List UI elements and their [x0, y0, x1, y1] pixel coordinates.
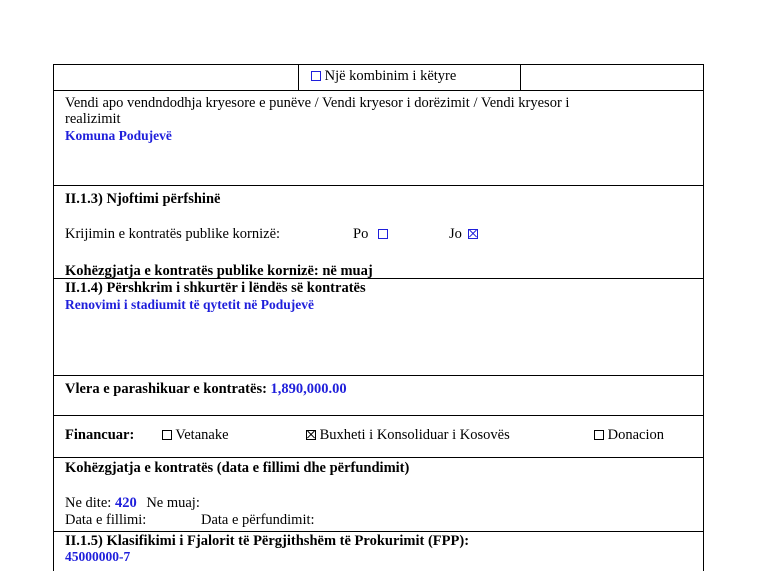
- budget-checkbox[interactable]: [306, 430, 316, 440]
- financing-option-budget[interactable]: [306, 427, 510, 443]
- description-heading: II.1.4) Përshkrim i shkurtër i lëndës së kontratës: [65, 280, 366, 296]
- notice-heading: II.1.3) Njoftimi përfshinë: [65, 191, 221, 207]
- financing-label: Financuar:: [65, 427, 135, 443]
- description-value: Renovimi i stadiumit të qytetit në Podujevë: [65, 297, 314, 312]
- yes-checkbox[interactable]: [378, 229, 388, 239]
- days-value: 420: [114, 495, 137, 511]
- vetanake-checkbox[interactable]: [162, 430, 172, 440]
- yes-label: Po: [353, 226, 369, 242]
- framework-duration-label: Kohëzgjatja e kontratës publike kornizë: në muaj: [65, 263, 373, 279]
- location-label-cont: realizimit: [65, 111, 121, 127]
- combination-row: [54, 64, 703, 90]
- financing-row: [54, 415, 703, 457]
- duration-days: [65, 495, 200, 511]
- cpv-heading: II.1.5) Klasifikimi i Fjalorit të Përgjithshëm të Prokurimit (FPP):: [65, 533, 470, 549]
- divider: [520, 65, 521, 90]
- budget-label: Buxheti i Konsoliduar i Kosovës: [319, 427, 510, 443]
- estimated-value-amount: 1,890,000.00: [270, 381, 347, 397]
- months-label: Ne muaj:: [146, 495, 200, 511]
- donation-checkbox[interactable]: [594, 430, 604, 440]
- framework-yes-option[interactable]: [353, 226, 388, 242]
- location-label: Vendi apo vendndodhja kryesore e punëve / Vendi kryesor i dorëzimit / Vendi kryesor i: [65, 95, 570, 111]
- days-label: Ne dite:: [65, 495, 112, 511]
- cpv-code: 45000000-7: [65, 549, 131, 564]
- framework-label: Krijimin e kontratës publike kornizë:: [65, 226, 281, 242]
- financing-option-vetanake[interactable]: [162, 427, 229, 443]
- cpv-row: [54, 531, 703, 571]
- description-row: [54, 278, 703, 375]
- combination-checkbox[interactable]: [311, 71, 321, 81]
- combination-option[interactable]: [311, 68, 456, 84]
- financing-option-donation[interactable]: [594, 427, 664, 443]
- procurement-form: [53, 64, 704, 571]
- framework-no-option[interactable]: [449, 226, 478, 242]
- divider: [298, 65, 299, 90]
- combination-label: Një kombinim i këtyre: [324, 68, 457, 84]
- no-label: Jo: [449, 226, 462, 242]
- estimated-value: [65, 381, 347, 397]
- end-date-label: Data e përfundimit:: [201, 512, 315, 528]
- contract-duration-row: [54, 457, 703, 531]
- estimated-value-row: [54, 375, 703, 415]
- donation-label: Donacion: [607, 427, 664, 443]
- start-date-label: Data e fillimi:: [65, 512, 147, 528]
- vetanake-label: Vetanake: [175, 427, 229, 443]
- no-checkbox[interactable]: [468, 229, 478, 239]
- contract-duration-heading: Kohëzgjatja e kontratës (data e fillimi dhe përfundimit): [65, 460, 410, 476]
- notice-row: [54, 185, 703, 278]
- location-row: [54, 90, 703, 185]
- estimated-value-label: Vlera e parashikuar e kontratës:: [65, 381, 267, 397]
- location-value: Komuna Podujevë: [65, 128, 172, 143]
